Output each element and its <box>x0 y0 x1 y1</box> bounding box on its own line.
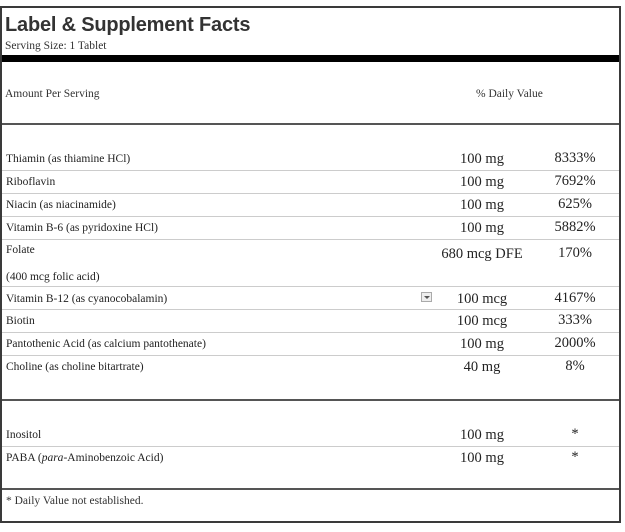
nutrient-amount: 680 mcg DFE <box>441 246 523 262</box>
thick-divider <box>2 55 619 62</box>
panel-title: Label & Supplement Facts <box>5 14 251 36</box>
nutrient-row <box>2 287 619 310</box>
nutrient-amount: 40 mg <box>463 359 501 375</box>
daily-value-header: % Daily Value <box>476 88 543 100</box>
serving-size: Serving Size: 1 Tablet <box>5 40 107 52</box>
header-divider <box>2 123 619 125</box>
dropdown-arrow-icon[interactable] <box>421 292 432 302</box>
nutrient-daily-value: 8% <box>565 358 585 374</box>
nutrient-daily-value: 4167% <box>554 290 596 306</box>
nutrient-amount: 100 mg <box>460 151 504 167</box>
nutrient-row <box>2 240 619 287</box>
nutrient-amount: 100 mcg <box>456 313 508 329</box>
nutrient-amount: 100 mg <box>460 220 504 236</box>
nutrient-name: Pantothenic Acid (as calcium pantothenate) <box>6 338 206 350</box>
amount-per-serving-header: Amount Per Serving <box>5 88 100 100</box>
nutrient-name: Niacin (as niacinamide) <box>6 199 116 211</box>
nutrient-amount: 100 mg <box>460 174 504 190</box>
nutrient-name-detail: (400 mcg folic acid) <box>6 271 100 283</box>
nutrient-daily-value: 2000% <box>554 335 596 351</box>
ingredient-name <box>6 452 163 464</box>
nutrient-daily-value: 7692% <box>554 173 596 189</box>
supplement-facts-panel <box>0 6 621 523</box>
nutrient-amount: 100 mg <box>460 336 504 352</box>
other-ingredient-row <box>2 424 619 447</box>
nutrient-name: Thiamin (as thiamine HCl) <box>6 153 131 165</box>
nutrient-name: Folate <box>6 244 35 256</box>
nutrient-amount: 100 mcg <box>456 291 508 307</box>
nutrient-row <box>2 356 619 378</box>
ingredient-amount: 100 mg <box>460 427 504 443</box>
nutrient-row <box>2 333 619 356</box>
ingredient-amount: 100 mg <box>460 450 504 466</box>
ingredient-daily-value: * <box>571 426 579 442</box>
nutrient-name: Vitamin B-12 (as cyanocobalamin) <box>6 293 168 305</box>
nutrient-daily-value: 625% <box>558 196 592 212</box>
nutrient-name: Riboflavin <box>6 176 56 188</box>
section-divider <box>2 399 619 401</box>
nutrient-daily-value: 170% <box>558 245 592 261</box>
nutrient-row <box>2 148 619 171</box>
nutrient-name: Choline (as choline bitartrate) <box>6 361 144 373</box>
nutrient-name: Biotin <box>6 315 35 327</box>
footnote: * Daily Value not established. <box>6 495 144 507</box>
ingredient-name-suffix: -Aminobenzoic Acid) <box>63 452 164 464</box>
nutrient-row <box>2 310 619 333</box>
nutrient-daily-value: 333% <box>558 312 592 328</box>
nutrient-row <box>2 171 619 194</box>
nutrient-row <box>2 194 619 217</box>
nutrient-row <box>2 217 619 240</box>
ingredient-name: Inositol <box>6 429 42 441</box>
other-ingredient-row <box>2 447 619 469</box>
nutrient-name: Vitamin B-6 (as pyridoxine HCl) <box>6 222 158 234</box>
ingredient-name-prefix: PABA ( <box>6 452 42 464</box>
nutrient-daily-value: 8333% <box>554 150 596 166</box>
ingredient-name-italic: para <box>41 452 64 464</box>
ingredient-daily-value: * <box>571 449 579 465</box>
nutrient-daily-value: 5882% <box>554 219 596 235</box>
nutrient-amount: 100 mg <box>460 197 504 213</box>
footer-divider <box>2 488 619 490</box>
